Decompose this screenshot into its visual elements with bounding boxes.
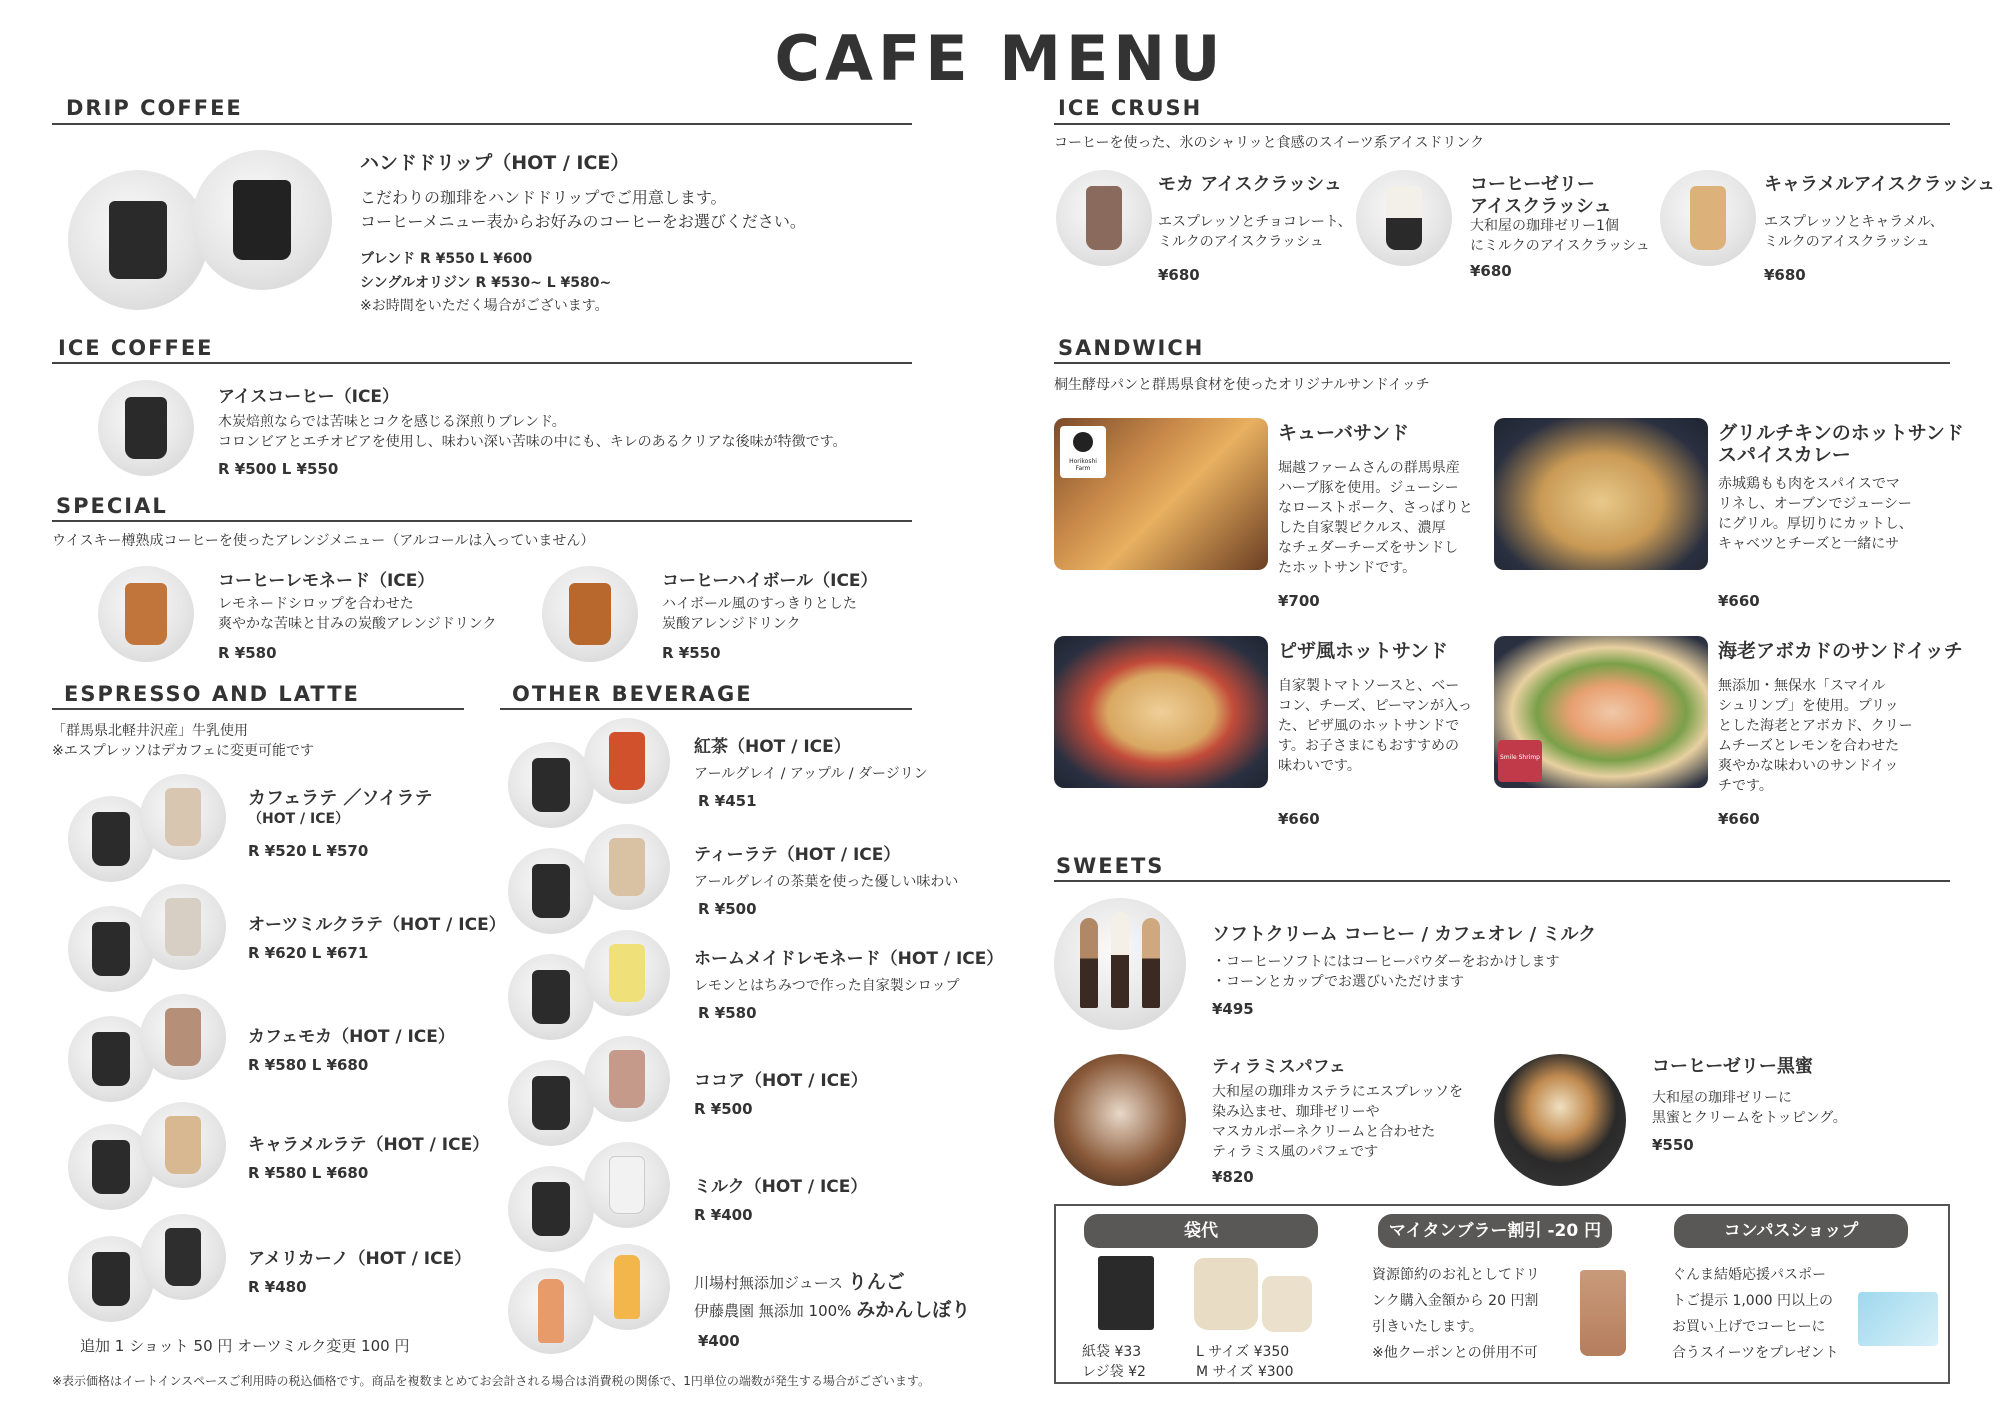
item-price: R ¥400 xyxy=(694,1206,753,1224)
item-price: R ¥500 xyxy=(698,900,757,918)
item-desc: ・コーヒーソフトにはコーヒーパウダーをおかけします xyxy=(1212,954,1560,970)
desc-line: ムチーズとレモンを合わせた xyxy=(1718,738,1900,754)
item-name: カフェラテ ／ソイラテ xyxy=(248,788,433,809)
divider xyxy=(52,123,912,125)
item-price: R ¥500 L ¥550 xyxy=(218,460,339,478)
desc-line: た、ピザ風のホットサンドで xyxy=(1278,718,1460,734)
item-desc xyxy=(1212,1082,1463,1162)
latte-ice-photo xyxy=(140,774,226,860)
tea-ice-photo xyxy=(584,718,670,804)
item-name: コーヒーゼリー黒蜜 xyxy=(1652,1056,1813,1077)
cocoa-ice-photo xyxy=(584,1036,670,1122)
item-price: R ¥520 L ¥570 xyxy=(248,842,369,860)
item-name: アイスコーヒー（ICE） xyxy=(218,387,400,407)
item-price: R ¥480 xyxy=(248,1278,307,1296)
desc-line: なチェダーチーズをサンドし xyxy=(1278,540,1459,556)
section-sandwich: SANDWICH xyxy=(1058,336,1205,360)
coffee-lemonade-photo xyxy=(98,566,194,662)
pig-icon xyxy=(1073,432,1093,452)
item-name: キャラメルアイスクラッシュ xyxy=(1764,174,1995,195)
item-name: （HOT / ICE） xyxy=(248,811,350,827)
drip-hot-photo xyxy=(68,170,208,310)
desc-line: お買い上げでコーヒーに xyxy=(1672,1319,1826,1335)
section-other-beverage: OTHER BEVERAGE xyxy=(512,682,753,706)
logo-text: Horikoshi Farm xyxy=(1069,458,1097,472)
item-name: ソフトクリーム コーヒー / カフェオレ / ミルク xyxy=(1212,924,1597,945)
divider xyxy=(52,362,912,364)
lemonade-ice-photo xyxy=(584,930,670,1016)
item-desc xyxy=(1278,676,1472,776)
section-subtitle: ウイスキー樽熟成コーヒーを使ったアレンジメニュー（アルコールは入っていません） xyxy=(52,533,595,549)
mocha-crush-photo xyxy=(1056,170,1152,266)
section-ice-coffee: ICE COFFEE xyxy=(58,336,214,360)
item-price: ¥495 xyxy=(1212,1000,1254,1018)
item-price: ¥820 xyxy=(1212,1168,1254,1186)
tumbler-discount-header: マイタンブラー割引 -20 円 xyxy=(1378,1214,1612,1248)
horikoshi-farm-logo xyxy=(1060,426,1106,478)
item-desc: ミルクのアイスクラッシュ xyxy=(1158,234,1324,250)
paper-bag-icon xyxy=(1098,1256,1154,1330)
item-desc: エスプレッソとキャラメル、 xyxy=(1764,214,1944,230)
juice-line xyxy=(694,1300,970,1321)
item-price: ¥680 xyxy=(1764,266,1806,284)
coffee-jelly-kuromitsu-photo xyxy=(1494,1054,1626,1186)
passport-card-icon xyxy=(1858,1292,1938,1346)
item-desc: 大和屋の珈琲ゼリー1個 xyxy=(1470,218,1619,234)
juice-line xyxy=(694,1272,905,1293)
tea-latte-ice-photo xyxy=(584,824,670,910)
desc-line: 染み込ませ、珈琲ゼリーや xyxy=(1212,1104,1380,1120)
item-desc: アールグレイ / アップル / ダージリン xyxy=(694,766,928,782)
item-name: コーヒーゼリー xyxy=(1470,174,1595,195)
extra-options: 追加 1 ショット 50 円 オーツミルク変更 100 円 xyxy=(80,1337,410,1355)
oat-latte-ice-photo xyxy=(140,884,226,970)
item-price: ¥400 xyxy=(698,1332,740,1350)
desc-line: チです。 xyxy=(1718,778,1773,794)
lemonade-hot-photo xyxy=(508,954,594,1040)
desc-line: キャベツとチーズと一緒にサ xyxy=(1718,536,1900,552)
divider xyxy=(1054,880,1950,882)
soft-cream-photo xyxy=(1054,898,1186,1030)
desc-line: シュリンプ」を使用。プリッ xyxy=(1718,698,1899,714)
caramel-latte-ice-photo xyxy=(140,1102,226,1188)
divider xyxy=(1054,362,1950,364)
item-price: ¥550 xyxy=(1652,1136,1694,1154)
compass-shop-header: コンパスショップ xyxy=(1674,1214,1908,1248)
divider xyxy=(52,520,912,522)
item-name: コーヒーハイボール（ICE） xyxy=(662,571,878,591)
desc-line: す。お子さまにもおすすめの xyxy=(1278,738,1460,754)
desc-line: ぐんま結婚応援パスポー xyxy=(1672,1267,1826,1283)
compass-desc xyxy=(1672,1262,1839,1366)
section-ice-crush: ICE CRUSH xyxy=(1058,96,1203,120)
desc-line: 合うスイーツをプレゼント xyxy=(1672,1345,1839,1361)
item-price: ブレンド R ¥550 L ¥600 xyxy=(360,251,533,267)
section-subtitle: コーヒーを使った、氷のシャリッと食感のスイーツ系アイスドリンク xyxy=(1054,135,1485,151)
drawstring-bag-large-icon xyxy=(1194,1258,1258,1330)
item-desc: レモンとはちみつで作った自家製シロップ xyxy=(694,978,960,994)
divider xyxy=(52,708,464,710)
desc-line: した自家製ピクルス、濃厚 xyxy=(1278,520,1446,536)
apple-juice-photo xyxy=(508,1268,594,1354)
desc-line: 大和屋の珈琲カステラにエスプレッソを xyxy=(1212,1084,1464,1100)
item-price: R ¥580 L ¥680 xyxy=(248,1164,369,1182)
item-price: R ¥451 xyxy=(698,792,757,810)
coffee-highball-photo xyxy=(542,566,638,662)
juice-name: りんご xyxy=(847,1271,905,1293)
item-name: コーヒーレモネード（ICE） xyxy=(218,571,435,591)
grill-chicken-sandwich-photo xyxy=(1494,418,1708,570)
logo-text: Smile Shrimp xyxy=(1500,754,1540,761)
item-note: ※お時間をいただく場合がございます。 xyxy=(360,298,609,314)
item-name: ミルク（HOT / ICE） xyxy=(694,1177,868,1197)
item-desc: ミルクのアイスクラッシュ xyxy=(1764,234,1930,250)
desc-line: ティラミス風のパフェです xyxy=(1212,1144,1379,1160)
mikan-juice-photo xyxy=(584,1244,670,1330)
item-desc: 炭酸アレンジドリンク xyxy=(662,616,801,632)
tea-hot-photo xyxy=(508,742,594,828)
drawstring-bag-medium-icon xyxy=(1262,1276,1312,1332)
juice-name: みかんしぼり xyxy=(856,1299,971,1321)
desc-line: ハーブ豚を使用。ジューシー xyxy=(1278,480,1459,496)
item-price: ¥680 xyxy=(1470,262,1512,280)
item-name: スパイスカレー xyxy=(1718,444,1851,466)
item-price: ¥680 xyxy=(1158,266,1200,284)
item-name: ピザ風ホットサンド xyxy=(1278,640,1449,662)
section-subtitle: 「群馬県北軽井沢産」牛乳使用 xyxy=(52,723,248,739)
desc-line: 赤城鶏もも肉をスパイスでマ xyxy=(1718,476,1900,492)
desc-line: トご提示 1,000 円以上の xyxy=(1672,1293,1833,1309)
desc-line: 爽やかな味わいのサンドイッ xyxy=(1718,758,1899,774)
desc-line: マスカルポーネクリームと合わせた xyxy=(1212,1124,1436,1140)
juice-brand: 伊藤農園 無添加 100% xyxy=(694,1302,857,1320)
item-name: ハンドドリップ（HOT / ICE） xyxy=(360,152,630,174)
cafe-mocha-ice-photo xyxy=(140,994,226,1080)
section-sweets: SWEETS xyxy=(1056,854,1165,878)
desc-line: 堀越ファームさんの群馬県産 xyxy=(1278,460,1460,476)
divider xyxy=(1054,123,1950,125)
drip-ice-photo xyxy=(192,150,332,290)
item-name: アメリカーノ（HOT / ICE） xyxy=(248,1249,472,1269)
item-price: ¥660 xyxy=(1278,810,1320,828)
desc-line: なローストポーク、さっぱりと xyxy=(1278,500,1473,516)
pizza-sandwich-photo xyxy=(1054,636,1268,788)
item-desc: アールグレイの茶葉を使った優しい味わい xyxy=(694,874,959,890)
item-desc: レモネードシロップを合わせた xyxy=(218,596,414,612)
desc-line: 資源節約のお礼としてドリ xyxy=(1372,1267,1540,1283)
tumbler-desc xyxy=(1372,1262,1540,1366)
divider xyxy=(500,708,912,710)
section-espresso-latte: ESPRESSO AND LATTE xyxy=(64,682,360,706)
item-price: シングルオリジン R ¥530~ L ¥580~ xyxy=(360,275,612,291)
milk-hot-photo xyxy=(508,1166,594,1252)
section-subtitle: 桐生酵母パンと群馬県食材を使ったオリジナルサンドイッチ xyxy=(1054,377,1430,393)
item-desc: 大和屋の珈琲ゼリーに xyxy=(1652,1090,1792,1106)
desc-line: ンク購入金額から 20 円割 xyxy=(1372,1293,1539,1309)
bag-fee-header: 袋代 xyxy=(1084,1214,1318,1248)
jelly-crush-photo xyxy=(1356,170,1452,266)
footnote: ※表示価格はイートインスペースご利用時の税込価格です。商品を複数まとめてお会計される場合は消費税の関係で、1円単位の端数が発生する場合がございます。 xyxy=(52,1374,930,1388)
section-special: SPECIAL xyxy=(56,494,168,518)
bag-price: 紙袋 ¥33 xyxy=(1082,1344,1142,1360)
item-price: R ¥500 xyxy=(694,1100,753,1118)
bag-price: レジ袋 ¥2 xyxy=(1082,1364,1146,1380)
desc-line: とした海老とアボカド、クリー xyxy=(1718,718,1913,734)
shrimp-avocado-sandwich-photo xyxy=(1494,636,1708,788)
item-desc: ・コーンとカップでお選びいただけます xyxy=(1212,974,1464,990)
tumbler-icon xyxy=(1580,1270,1626,1356)
item-desc: 黒蜜とクリームをトッピング。 xyxy=(1652,1110,1847,1126)
item-name: オーツミルクラテ（HOT / ICE） xyxy=(248,915,506,935)
desc-line: リネし、オーブンでジューシー xyxy=(1718,496,1912,512)
item-name: グリルチキンのホットサンド xyxy=(1718,422,1964,444)
americano-ice-photo xyxy=(140,1214,226,1300)
item-price: ¥660 xyxy=(1718,592,1760,610)
desc-line: ※他クーポンとの併用不可 xyxy=(1372,1345,1538,1361)
item-name: モカ アイスクラッシュ xyxy=(1158,174,1342,195)
desc-line: たホットサンドです。 xyxy=(1278,560,1417,576)
milk-ice-photo xyxy=(584,1142,670,1228)
item-desc: ハイボール風のすっきりとした xyxy=(662,596,857,612)
ice-coffee-photo xyxy=(98,380,194,476)
item-desc xyxy=(1718,474,1913,554)
caramel-crush-photo xyxy=(1660,170,1756,266)
item-desc: にミルクのアイスクラッシュ xyxy=(1470,238,1650,254)
cocoa-hot-photo xyxy=(508,1060,594,1146)
item-name: ココア（HOT / ICE） xyxy=(694,1071,868,1091)
item-name: ティーラテ（HOT / ICE） xyxy=(694,845,901,865)
item-desc: 爽やかな苦味と甘みの炭酸アレンジドリンク xyxy=(218,616,497,632)
desc-line: 引きいたします。 xyxy=(1372,1319,1483,1335)
item-name: アイスクラッシュ xyxy=(1470,196,1612,217)
item-desc xyxy=(1278,458,1473,578)
item-name: ホームメイドレモネード（HOT / ICE） xyxy=(694,949,1004,969)
desc-line: 無添加・無保水「スマイル xyxy=(1718,678,1886,694)
item-name: 海老アボカドのサンドイッチ xyxy=(1718,640,1963,662)
item-desc: 木炭焙煎ならでは苦味とコクを感じる深煎りブレンド。 xyxy=(218,414,566,430)
page-title: CAFE MENU xyxy=(774,22,1226,95)
item-name: キューバサンド xyxy=(1278,422,1410,444)
item-price: R ¥580 L ¥680 xyxy=(248,1056,369,1074)
item-desc: コロンビアとエチオピアを使用し、味わい深い苦味の中にも、キレのあるクリアな後味が特徴です。 xyxy=(218,434,847,450)
item-name: キャラメルラテ（HOT / ICE） xyxy=(248,1135,490,1155)
smile-shrimp-logo xyxy=(1498,740,1542,782)
item-price: R ¥620 L ¥671 xyxy=(248,944,369,962)
bag-price: L サイズ ¥350 xyxy=(1196,1344,1290,1360)
item-price: ¥660 xyxy=(1718,810,1760,828)
desc-line: 味わいです。 xyxy=(1278,758,1361,774)
bag-price: M サイズ ¥300 xyxy=(1196,1364,1294,1380)
item-name: カフェモカ（HOT / ICE） xyxy=(248,1027,455,1047)
section-drip-coffee: DRIP COFFEE xyxy=(66,96,243,120)
item-name: 紅茶（HOT / ICE） xyxy=(694,737,851,757)
cuban-sandwich-photo xyxy=(1054,418,1268,570)
section-subtitle: ※エスプレッソはデカフェに変更可能です xyxy=(52,743,315,759)
tea-latte-hot-photo xyxy=(508,848,594,934)
item-price: R ¥550 xyxy=(662,644,721,662)
item-desc: コーヒーメニュー表からお好みのコーヒーをお選びください。 xyxy=(360,212,806,231)
desc-line: コン、チーズ、ピーマンが入っ xyxy=(1278,698,1473,714)
item-price: ¥700 xyxy=(1278,592,1320,610)
item-price: R ¥580 xyxy=(698,1004,757,1022)
desc-line: 自家製トマトソースと、ベー xyxy=(1278,678,1460,694)
item-name: ティラミスパフェ xyxy=(1212,1057,1346,1077)
desc-line: にグリル。厚切りにカットし、 xyxy=(1718,516,1913,532)
item-desc xyxy=(1718,676,1913,796)
item-price: R ¥580 xyxy=(218,644,277,662)
item-desc: エスプレッソとチョコレート、 xyxy=(1158,214,1352,230)
juice-brand: 川場村無添加ジュース xyxy=(694,1274,848,1292)
item-desc: こだわりの珈琲をハンドドリップでご用意します。 xyxy=(360,188,727,207)
tiramisu-parfait-photo xyxy=(1054,1054,1186,1186)
